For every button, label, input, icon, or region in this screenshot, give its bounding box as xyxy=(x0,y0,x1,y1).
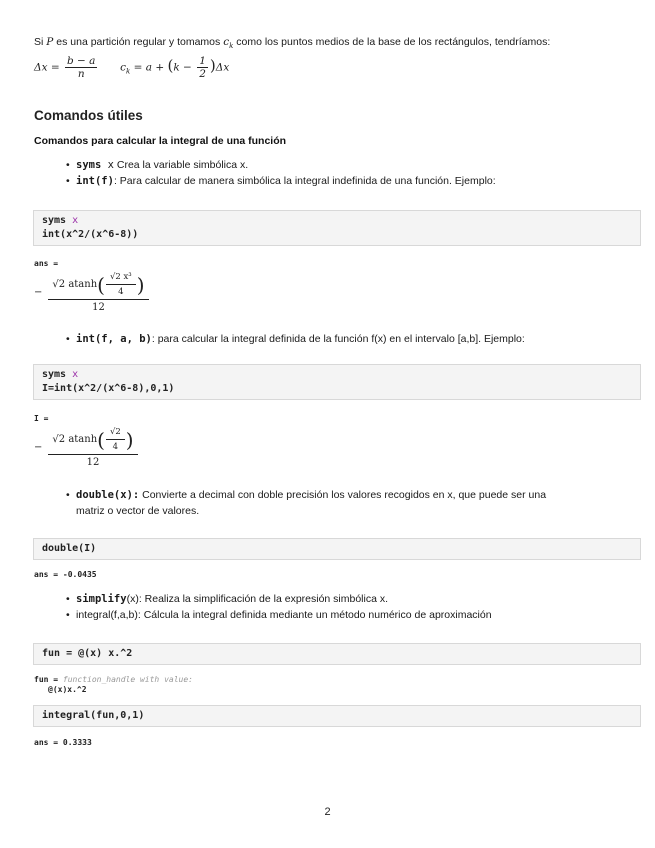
list-item xyxy=(66,607,492,623)
inline-code: int(f) xyxy=(76,175,114,187)
list-item xyxy=(66,487,626,519)
half-num: 1 xyxy=(199,55,206,67)
code-line: int(x^2/(x^6-8)) xyxy=(42,229,139,240)
inner-fraction xyxy=(106,272,136,297)
formula-eq: = a + xyxy=(130,61,168,74)
intro-text-2: es una partición regular y tomamos xyxy=(53,36,224,48)
formula-dx: Δx = xyxy=(34,61,63,74)
bullet-list-4 xyxy=(66,591,492,623)
output-3: ans = -0.0435 xyxy=(34,570,97,579)
output-value: @(x)x.^2 xyxy=(48,685,87,694)
code-block-4[interactable] xyxy=(33,643,641,665)
inline-code: (x) xyxy=(126,593,139,605)
inline-code: double(x): xyxy=(76,489,140,501)
code-line: integral(fun,0,1) xyxy=(42,710,145,721)
inline-code: x xyxy=(101,159,114,171)
result-fraction xyxy=(48,427,137,468)
list-item-text: Crea la variable simbólica x. xyxy=(113,159,249,171)
list-item xyxy=(66,173,496,189)
list-item-text: : para calcular la integral definida de la función f(x) en el intervalo [a,b]. Ejemplo: xyxy=(151,333,525,345)
formula-half xyxy=(197,55,208,80)
inner-num: √2 xyxy=(106,427,125,440)
intro-paragraph xyxy=(34,35,634,53)
result-numerator: √2 atanh ( $\frac{√2}{4}$ ) xyxy=(48,427,137,455)
code-keyword: x xyxy=(66,215,79,226)
symbol-ck-sub: k xyxy=(229,42,234,51)
result-numerator: √2 atanh ( $\frac{\text{√2 x³}}{4}$ ) xyxy=(48,272,148,300)
output-label-2: I = xyxy=(34,414,49,423)
formula-ck-sub: k xyxy=(126,67,131,76)
bullet-list-2 xyxy=(66,331,525,347)
output-5: ans = 0.3333 xyxy=(34,738,92,747)
code-line: I=int(x^2/(x^6-8),0,1) xyxy=(42,383,175,394)
list-item-text: : Para calcular de manera simbólica la integral indefinida de una función. Ejemplo: xyxy=(113,175,496,187)
code-line: syms xyxy=(42,369,67,380)
minus-sign: − xyxy=(34,287,43,298)
bullet-list-1 xyxy=(66,157,496,189)
result-denominator: 12 xyxy=(86,457,100,468)
sqrt-two: √2 xyxy=(52,279,66,290)
formula-numerator: b − a xyxy=(66,55,96,67)
atanh-func: atanh xyxy=(68,434,98,445)
formula-fraction xyxy=(65,55,97,80)
inline-code: int(f, a, b) xyxy=(76,333,152,345)
list-item-text: : Realiza la simplificación de la expresión simbólica x. xyxy=(138,593,389,605)
intro-text-1: Si xyxy=(34,36,47,48)
bullet-list-3 xyxy=(66,487,626,519)
code-block-2[interactable] xyxy=(33,364,641,400)
sqrt-two: √2 xyxy=(52,434,66,445)
output-hint: function_handle with value: xyxy=(62,675,193,684)
inner-num: √2 x³ xyxy=(106,272,136,285)
output-label-1: ans = xyxy=(34,259,59,268)
inner-den: 4 xyxy=(118,287,124,297)
formula-row: Δx = $\frac{b - a}{n}$ $c_k = a + (k$ − $\frac{1}{2}$ )Δx xyxy=(34,55,230,80)
formula-k-part: k − xyxy=(173,61,196,74)
minus-sign: − xyxy=(34,442,43,453)
inline-code: syms xyxy=(76,159,102,171)
output-label: fun = xyxy=(34,675,59,684)
atanh-func: atanh xyxy=(68,279,98,290)
result-fraction xyxy=(48,272,148,313)
code-block-5[interactable] xyxy=(33,705,641,727)
list-item-text: Convierte a decimal con doble precisión los valores recogidos en x, que puede ser una xyxy=(139,489,547,501)
code-block-3[interactable] xyxy=(33,538,641,560)
section-subheading: Comandos para calcular la integral de una función xyxy=(34,135,287,147)
formula-ck: c xyxy=(120,61,127,74)
formula-dx2: Δx xyxy=(215,61,230,74)
result-denominator: 12 xyxy=(92,302,105,313)
symbol-p: P xyxy=(46,36,54,48)
code-line: fun = @(x) x.^2 xyxy=(42,648,133,659)
section-heading: Comandos útiles xyxy=(34,108,143,123)
output-result-2 xyxy=(34,427,138,468)
inner-den: 4 xyxy=(112,442,119,452)
code-line: syms xyxy=(42,215,67,226)
list-item xyxy=(66,591,492,607)
code-keyword: x xyxy=(66,369,79,380)
symbol-ck: c xyxy=(223,36,230,48)
list-item-text: integral(f,a,b): Cálcula la integral definida mediante un método numérico de aproximación xyxy=(76,609,492,621)
list-item-text-cont: matriz o vector de valores. xyxy=(76,505,200,517)
code-block-1[interactable] xyxy=(33,210,641,246)
output-4 xyxy=(34,675,193,694)
inner-fraction xyxy=(106,427,125,452)
inline-code: simplify xyxy=(76,593,127,605)
output-result-1 xyxy=(34,272,149,313)
list-item xyxy=(66,157,496,173)
code-line: double(I) xyxy=(42,543,97,554)
formula-denominator: n xyxy=(77,68,85,80)
half-den: 2 xyxy=(199,68,206,80)
list-item xyxy=(66,331,525,347)
intro-text-3: como los puntos medios de la base de los rectángulos, tendríamos: xyxy=(233,36,551,48)
page-number: 2 xyxy=(324,806,331,818)
